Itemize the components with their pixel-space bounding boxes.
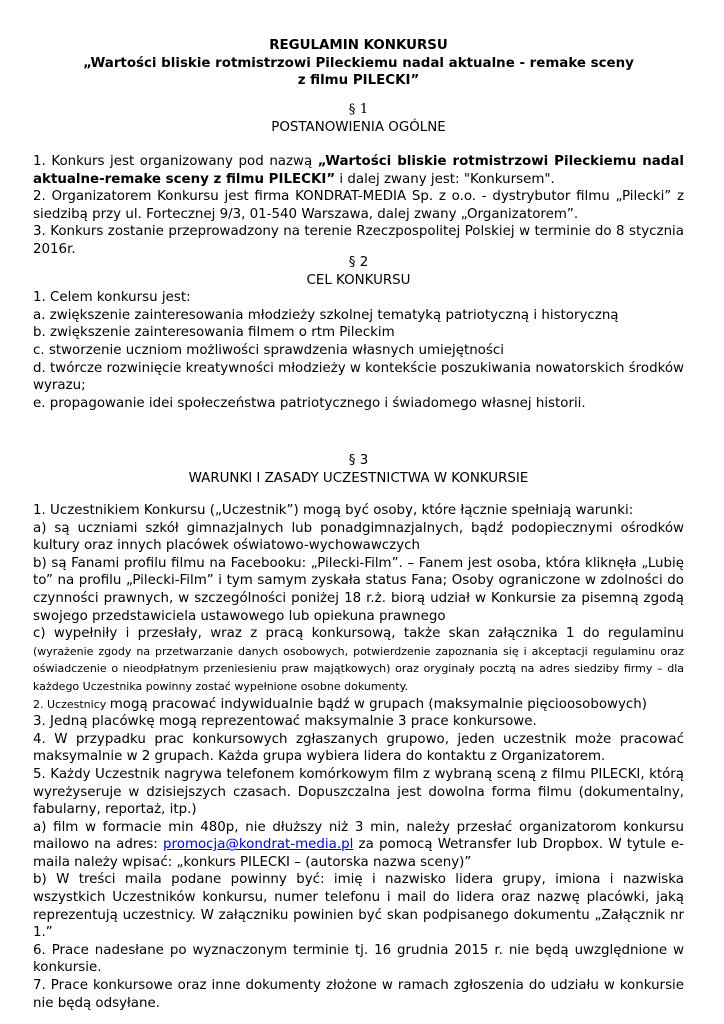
section-1: [33, 101, 684, 136]
list-item: a. zwiększenie zainteresowania młodzieży szkolnej tematyką patriotyczną i historyczną: [33, 307, 619, 323]
section-symbol: § 2: [348, 255, 369, 270]
paragraph: 3. Konkurs zostanie przeprowadzony na terenie Rzeczpospolitej Polskiej w terminie do 8 stycznia 2016r.: [33, 224, 684, 257]
paragraph: [33, 696, 684, 714]
contest-name-line2: z filmu PILECKI”: [297, 73, 420, 89]
paragraph: 2. Organizatorem Konkursu jest firma KONDRAT-MEDIA Sp. z o.o. - dystrybutor filmu „Pilecki” z siedzibą przy ul. Fortecznej 9/3, 01-540 Warszawa, dalej zwany „Organizatorem”.: [33, 189, 684, 222]
section-3-body: [33, 502, 684, 1012]
list-item: c. stworzenie uczniom możliwości sprawdzenia własnych umiejętności: [33, 342, 504, 358]
list-item: d. twórcze rozwinięcie kreatywności młodzieży w kontekście poszukiwania nowatorskich środków wyrazu;: [33, 360, 684, 394]
paragraph: 1. Uczestnikiem Konkursu („Uczestnik”) mogą być osoby, które łącznie spełniają warunki:: [33, 503, 634, 518]
paragraph-text: mogą pracować indywidualnie bądź w grupach (maksymalnie pięcioosobowych): [109, 696, 647, 712]
section-2: [33, 254, 684, 412]
paragraph: 4. W przypadku prac konkursowych zgłaszanych grupowo, jeden uczestnik może pracować maksymalnie w 2 grupach. Każda grupa wybiera lidera do kontaktu z Organizatorem.: [33, 731, 684, 765]
list-item: b. zwiększenie zainteresowania filmem o rtm Pileckim: [33, 325, 395, 341]
contest-name: „Wartości bliskie rotmistrzowi Pileckiemu nadal aktualne-remake sceny z filmu PILECKI”: [33, 154, 685, 187]
paragraph: 3. Jedną placówkę mogą reprezentować maksymalnie 3 prace konkursowe.: [33, 714, 537, 730]
contest-name-line1: „Wartości bliskie rotmistrzowi Pileckiemu nadal aktualne - remake sceny: [83, 55, 634, 71]
paragraph-text: za pomocą Wetransfer lub Dropbox. W tytule e-maila należy wpisać: „konkurs PILECKI – (autorska nazwa sceny)”: [33, 837, 684, 870]
paragraph-text: 1. Konkurs jest organizowany pod nazwą: [33, 154, 318, 169]
section-1-body: [33, 153, 684, 259]
paragraph: [33, 625, 684, 695]
paragraph: [33, 819, 684, 872]
paragraph-text: i dalej zwany jest: "Konkursem".: [335, 171, 555, 187]
paragraph: b) są Fanami profilu filmu na Facebooku: „Pilecki-Film”. – Fanem jest osoba, która kliknęła „Lubię to” na profilu „Pilecki-Film” i tym samym zyskała status Fana; Osoby ograniczone w zdolności do czynności prawnych, w szczególności poniżej 18 r.ż. biorą udział w Konkursie za pisemną zgodą swojego przedstawiciela ustawowego lub opiekuna prawnego: [33, 555, 684, 624]
document-title: REGULAMIN KONKURSU: [269, 38, 448, 53]
section-title: POSTANOWIENIA OGÓLNE: [271, 119, 446, 135]
list-item: 1. Celem konkursu jest:: [33, 290, 191, 306]
paragraph-text: a) film w formacie min 480p, nie dłuższy niż 3 min, należy przesłać organizatorom konkursu mailowo na adres:: [33, 819, 684, 853]
section-symbol: § 3: [348, 453, 369, 468]
paragraph: a) są uczniami szkół gimnazjalnych lub ponadgimnazjalnych, bądź podopiecznymi ośrodków kultury oraz innych placówek oświatowo-wychowawczych: [33, 520, 684, 554]
section-symbol: § 1: [348, 102, 369, 117]
paragraph-text: 2. Uczestnicy: [33, 697, 110, 711]
paragraph: [33, 153, 684, 188]
paragraph-text: c) wypełniły i przesłały, wraz z pracą konkursową, także skan załącznika 1 do regulaminu: [33, 626, 684, 642]
paragraph: 7. Prace konkursowe oraz inne dokumenty złożone w ramach zgłoszenia do udziału w konkursie nie będą odsyłane.: [33, 978, 684, 1011]
section-title: WARUNKI I ZASADY UCZESTNICTWA W KONKURSIE: [188, 470, 529, 486]
consent-details: (wyrażenie zgody na przetwarzanie danych osobowych, potwierdzenie zapoznania się i akceptacji regulaminu oraz oświadczenie o nieodpłatnym przeniesieniu praw majątkowych) oraz oryginały pocztą na adres siedziby firmy – dla każdego Uczestnika powinny zostać wypełnione osobne dokumenty.: [33, 644, 684, 693]
paragraph: 5. Każdy Uczestnik nagrywa telefonem komórkowym film z wybraną sceną z filmu PILECKI, którą wyreżyseruje w dzisiejszych czasach. Dopuszczalna jest dowolna forma filmu (dokumentalny, fabularny, reportaż, itp.): [33, 766, 684, 818]
document-header: [33, 37, 684, 90]
list-item: e. propagowanie idei społeczeństwa patriotycznego i świadomego własnej historii.: [33, 395, 586, 411]
email-link[interactable]: promocja@kondrat-media.pl: [163, 837, 354, 853]
section-title: CEL KONKURSU: [306, 272, 411, 288]
paragraph: b) W treści maila podane powinny być: imię i nazwisko lidera grupy, imiona i nazwiska wszystkich Uczestników konkursu, numer telefonu i mail do lidera oraz nazwę placówki, jaką reprezentują uczestnicy. W załączniku powinien być skan podpisanego dokumentu „Załącznik nr 1.”: [33, 872, 684, 941]
paragraph: 6. Prace nadesłane po wyznaczonym terminie tj. 16 grudnia 2015 r. nie będą uwzględnione w konkursie.: [33, 942, 684, 976]
section-3: [33, 452, 684, 487]
